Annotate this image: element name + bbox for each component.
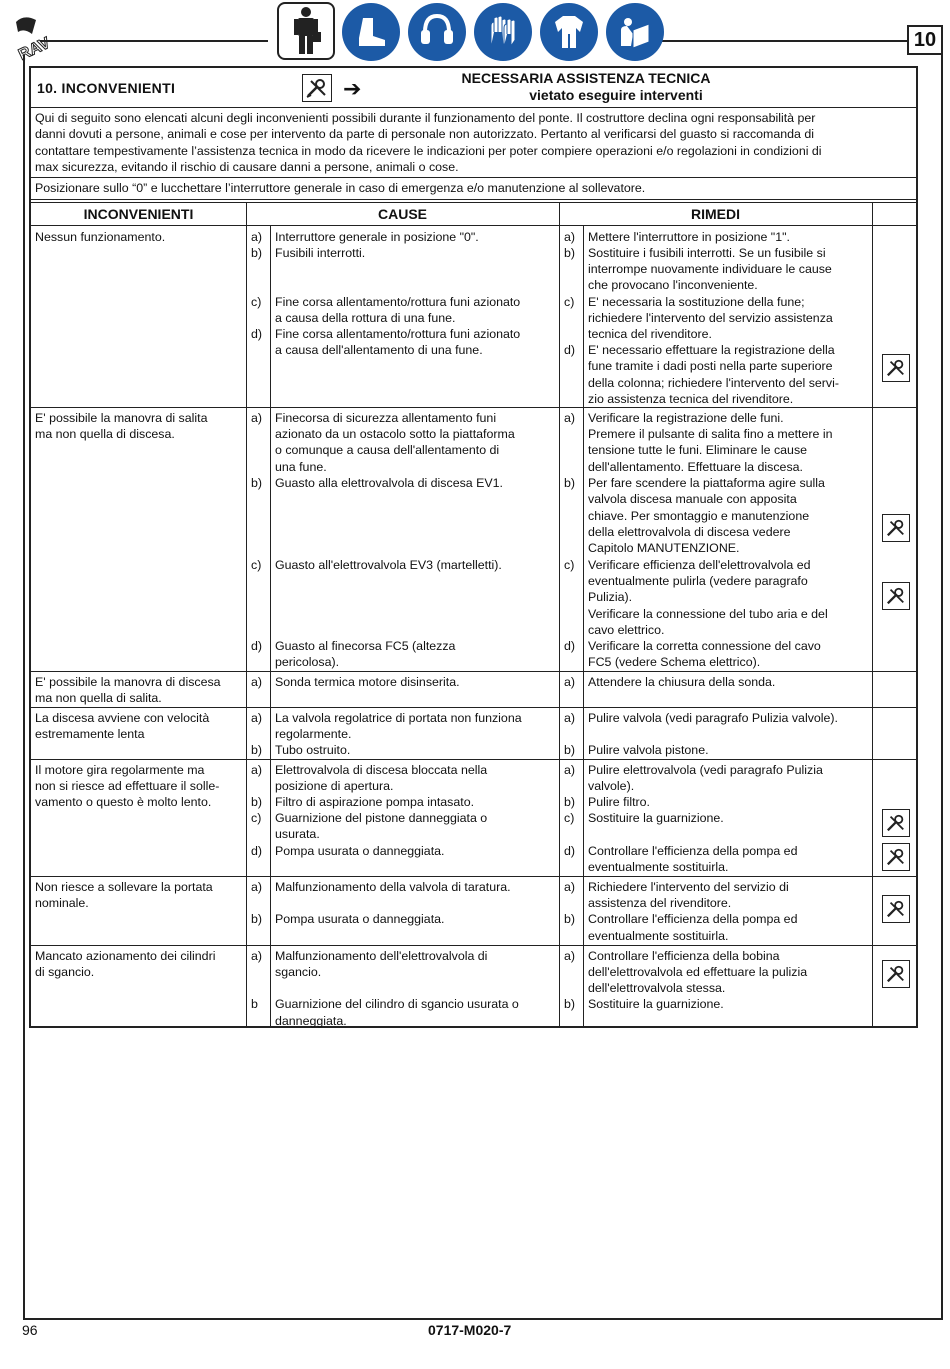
remedy-text: Pulire valvola pistone. xyxy=(588,743,709,757)
item-letter: a) xyxy=(251,763,263,777)
remedy-text: Pulizia). xyxy=(588,590,633,604)
intro-paragraph xyxy=(31,108,916,178)
cause-text: Fine corsa allentamento/rottura funi azionato xyxy=(275,295,521,309)
arrow-right-icon: ➔ xyxy=(343,76,362,101)
remedy-text: valvola discesa manuale con apposita xyxy=(588,492,797,506)
remedy-text: Sostituire la guarnizione. xyxy=(588,997,724,1011)
assistance-wrench-icon xyxy=(882,843,910,871)
remedy-text: tensione tutte le funi. Eliminare le cause xyxy=(588,443,808,457)
ear-protection-icon xyxy=(407,2,467,62)
item-letter: a) xyxy=(251,411,263,425)
remedy-text: Per fare scendere la piattaforma agire sulla xyxy=(588,476,825,490)
ppe-icons xyxy=(277,2,665,62)
item-letter: d) xyxy=(251,844,263,858)
assistance-wrench-icon xyxy=(882,354,910,382)
item-letter: b) xyxy=(251,476,263,490)
cause-text: sgancio. xyxy=(275,965,322,979)
cause-text: posizione di apertura. xyxy=(275,779,394,793)
intro-line: danni dovuti a persone, animali e cose per intervento da parte di personale non autorizzato. Pertanto al verificarsi del guasto si raccomanda di xyxy=(35,127,815,142)
assistance-notice xyxy=(421,70,751,104)
chapter-number: 10 xyxy=(907,25,943,55)
remedy-text: Mettere l'interruttore in posizione "1". xyxy=(588,230,790,244)
remedy-text: Pulire filtro. xyxy=(588,795,650,809)
cause-text: danneggiata. xyxy=(275,1014,347,1028)
item-letter: d) xyxy=(251,327,263,341)
cause-text: Fusibili interrotti. xyxy=(275,246,366,260)
item-letter: a) xyxy=(564,949,576,963)
cause-text: Fine corsa allentamento/rottura funi azionato xyxy=(275,327,521,341)
item-letter: a) xyxy=(251,949,263,963)
remedy-text: Controllare l'efficienza della pompa ed xyxy=(588,912,798,926)
item-letter: b) xyxy=(564,912,576,926)
cause-text: Pompa usurata o danneggiata. xyxy=(275,844,445,858)
assistance-wrench-icon xyxy=(882,809,910,837)
item-letter: b) xyxy=(251,912,263,926)
cause-text: Guasto alla elettrovalvola di discesa EV1. xyxy=(275,476,503,490)
item-letter: c) xyxy=(251,295,262,309)
column-divider xyxy=(872,202,873,1026)
cause-text: Interruttore generale in posizione "0". xyxy=(275,230,479,244)
remedy-text: Richiedere l'intervento del servizio di xyxy=(588,880,789,894)
remedy-text: tecnica del rivenditore. xyxy=(588,327,712,341)
remedy-text: interrompe nuovamente individuare le cause xyxy=(588,262,832,276)
intro-line: contattare tempestivamente l’assistenza tecnica in modo da ricevere le indicazioni per poter compiere operazioni e/o regolazioni in condizioni di xyxy=(35,143,822,158)
cause-text: Malfunzionamento dell'elettrovalvola di xyxy=(275,949,488,963)
remedy-text: Premere il pulsante di salita fino a mettere in xyxy=(588,427,833,441)
item-letter: b) xyxy=(251,246,263,260)
item-letter: a) xyxy=(251,880,263,894)
remedy-text: Verificare la connessione del tubo aria e del xyxy=(588,607,828,621)
remedy-text: eventualmente sostituirla. xyxy=(588,860,729,874)
cause-text: Guasto all'elettrovalvola EV3 (martelletti). xyxy=(275,558,502,572)
item-letter: a) xyxy=(564,763,576,777)
item-letter: d) xyxy=(251,639,263,653)
document-code: 0717-M020-7 xyxy=(428,1322,512,1338)
item-letter: b) xyxy=(251,743,263,757)
item-letter: d) xyxy=(564,343,576,357)
column-divider xyxy=(559,202,560,1026)
cause-text: Pompa usurata o danneggiata. xyxy=(275,912,445,926)
remedy-text: Attendere la chiusura della sonda. xyxy=(588,675,776,689)
remedy-text: Verificare la registrazione delle funi. xyxy=(588,411,784,425)
row-separator xyxy=(31,876,916,877)
cause-text: una fune. xyxy=(275,460,327,474)
worker-icon xyxy=(277,2,335,60)
remedy-text: Pulire valvola (vedi paragrafo Pulizia valvole). xyxy=(588,711,838,725)
remedy-text: zio assistenza tecnica del rivenditore. xyxy=(588,392,794,406)
inconveniente-text: Nessun funzionamento. xyxy=(35,230,166,244)
overalls-icon xyxy=(539,2,599,62)
item-letter: a) xyxy=(564,880,576,894)
header-rimedi: RIMEDI xyxy=(691,206,740,222)
remedy-text: FC5 (vedere Schema elettrico). xyxy=(588,655,761,669)
row-separator xyxy=(31,707,916,708)
item-letter: c) xyxy=(251,558,262,572)
cause-text: azionato da un ostacolo sotto la piattaforma xyxy=(275,427,515,441)
cause-text: Guarnizione del pistone danneggiata o xyxy=(275,811,488,825)
section-title-row xyxy=(31,68,916,108)
item-letter: a) xyxy=(564,411,576,425)
item-letter: a) xyxy=(251,711,263,725)
item-letter: b) xyxy=(251,795,263,809)
remedy-text: Controllare l'efficienza della bobina xyxy=(588,949,780,963)
cause-text: La valvola regolatrice di portata non funziona xyxy=(275,711,522,725)
cause-text: Guasto al finecorsa FC5 (altezza xyxy=(275,639,456,653)
item-letter: b) xyxy=(564,246,576,260)
remedy-text: chiave. Per smontaggio e manutenzione xyxy=(588,509,810,523)
cause-text: Finecorsa di sicurezza allentamento funi xyxy=(275,411,497,425)
remedy-text: Sostituire la guarnizione. xyxy=(588,811,724,825)
logo-text: RAV xyxy=(16,34,53,64)
read-manual-icon xyxy=(605,2,665,62)
troubleshooting-section xyxy=(29,66,918,1028)
intro-line: max sicurezza, evitando il rischio di causare danni a persone, animali o cose. xyxy=(35,159,459,174)
item-letter: b) xyxy=(564,476,576,490)
header-cause: CAUSE xyxy=(377,206,427,222)
gloves-icon xyxy=(473,2,533,62)
item-letter: c) xyxy=(564,558,575,572)
row-separator xyxy=(31,671,916,672)
column-divider xyxy=(246,202,247,1026)
item-letter: b) xyxy=(564,795,576,809)
inconveniente-text: ma non quella di salita. xyxy=(35,691,162,705)
item-letter: d) xyxy=(564,639,576,653)
assistance-wrench-icon xyxy=(882,514,910,542)
header-rule-right xyxy=(655,40,907,42)
column-divider xyxy=(270,226,271,1026)
inconveniente-text: Il motore gira regolarmente ma xyxy=(35,763,205,777)
inconveniente-text: di sgancio. xyxy=(35,965,95,979)
item-letter: b) xyxy=(564,743,576,757)
cause-text: pericolosa). xyxy=(275,655,340,669)
remedy-text: cavo elettrico. xyxy=(588,623,665,637)
item-letter: a) xyxy=(251,675,263,689)
inconveniente-text: estremamente lenta xyxy=(35,727,145,741)
assistance-wrench-icon xyxy=(882,895,910,923)
cause-text: Filtro di aspirazione pompa intasato. xyxy=(275,795,475,809)
inconveniente-text: Non riesce a sollevare la portata xyxy=(35,880,213,894)
cause-text: regolarmente. xyxy=(275,727,352,741)
cause-text: Tubo ostruito. xyxy=(275,743,351,757)
header-rule-left xyxy=(40,40,268,42)
assistance-line-1: NECESSARIA ASSISTENZA TECNICA xyxy=(461,70,711,86)
item-letter: a) xyxy=(564,711,576,725)
emergency-note: Posizionare sullo “0” e lucchettare l’interruttore generale in caso di emergenza e/o manutenzione al sollevatore. xyxy=(31,178,916,200)
item-letter: a) xyxy=(564,230,576,244)
remedy-text: richiedere l'intervento del servizio assistenza xyxy=(588,311,833,325)
cause-text: Malfunzionamento della valvola di taratura. xyxy=(275,880,511,894)
remedy-text: dell'elettrovalvola ed effettuare la pulizia xyxy=(588,965,808,979)
item-letter: a) xyxy=(251,230,263,244)
assistance-wrench-icon xyxy=(882,960,910,988)
remedy-text: E' necessario effettuare la registrazione della xyxy=(588,343,835,357)
remedy-text: fune tramite i dadi posti nella parte superiore xyxy=(588,359,833,373)
row-separator xyxy=(31,759,916,760)
inconveniente-text: E' possibile la manovra di discesa xyxy=(35,675,221,689)
remedy-text: Pulire elettrovalvola (vedi paragrafo Pulizia xyxy=(588,763,823,777)
item-letter: c) xyxy=(564,811,575,825)
item-letter: a) xyxy=(564,675,576,689)
row-separator xyxy=(31,945,916,946)
section-title: 10. INCONVENIENTI xyxy=(37,80,176,96)
remedy-text: Controllare l'efficienza della pompa ed xyxy=(588,844,798,858)
remedy-text: della elettrovalvola di discesa vedere xyxy=(588,525,791,539)
remedy-text: dell'allentamento. Effettuare la discesa. xyxy=(588,460,803,474)
remedy-text: della colonna; richiedere l'intervento del servi- xyxy=(588,376,840,390)
remedy-text: Sostituire i fusibili interrotti. Se un fusibile si xyxy=(588,246,826,260)
item-letter: b xyxy=(251,997,258,1011)
item-letter: b) xyxy=(564,997,576,1011)
remedy-text: E' necessaria la sostituzione della fune; xyxy=(588,295,805,309)
cause-text: o comunque a causa dell'allentamento di xyxy=(275,443,500,457)
cause-text: Elettrovalvola di discesa bloccata nella xyxy=(275,763,488,777)
header-inconvenienti: INCONVENIENTI xyxy=(83,206,194,222)
intro-line: Qui di seguito sono elencati alcuni degli inconvenienti possibili durante il funzionamento del ponte. Il costruttore declina ogni responsabilità per xyxy=(35,111,816,125)
remedy-text: Verificare efficienza dell'elettrovalvola ed xyxy=(588,558,811,572)
cause-text: a causa dell'allentamento di una fune. xyxy=(275,343,483,357)
remedy-text: valvole). xyxy=(588,779,635,793)
cause-text: a causa della rottura di una fune. xyxy=(275,311,456,325)
inconveniente-text: ma non quella di discesa. xyxy=(35,427,175,441)
technical-assistance-icon xyxy=(302,74,332,102)
table-header xyxy=(31,202,916,226)
cause-text: Guarnizione del cilindro di sgancio usurata o xyxy=(275,997,519,1011)
item-letter: d) xyxy=(564,844,576,858)
assistance-line-2: vietato eseguire interventi xyxy=(529,87,703,103)
remedy-text: eventualmente sostituirla. xyxy=(588,929,729,943)
page-number: 96 xyxy=(22,1322,38,1338)
remedy-text: dell'elettrovalvola stessa. xyxy=(588,981,726,995)
inconveniente-text: Mancato azionamento dei cilindri xyxy=(35,949,216,963)
remedy-text: assistenza del rivenditore. xyxy=(588,896,732,910)
remedy-text: che provocano l'inconveniente. xyxy=(588,278,758,292)
assistance-wrench-icon xyxy=(882,582,910,610)
column-divider xyxy=(583,226,584,1026)
inconveniente-text: nominale. xyxy=(35,896,89,910)
item-letter: c) xyxy=(564,295,575,309)
inconveniente-text: vamento o questo è molto lento. xyxy=(35,795,212,809)
inconveniente-text: La discesa avviene con velocità xyxy=(35,711,210,725)
remedy-text: Verificare la corretta connessione del cavo xyxy=(588,639,821,653)
safety-boots-icon xyxy=(341,2,401,62)
remedy-text: eventualmente pulirla (vedere paragrafo xyxy=(588,574,808,588)
item-letter: c) xyxy=(251,811,262,825)
inconveniente-text: E' possibile la manovra di salita xyxy=(35,411,208,425)
inconveniente-text: non si riesce ad effettuare il solle- xyxy=(35,779,220,793)
cause-text: Sonda termica motore disinserita. xyxy=(275,675,460,689)
cause-text: usurata. xyxy=(275,827,320,841)
remedy-text: Capitolo MANUTENZIONE. xyxy=(588,541,740,555)
